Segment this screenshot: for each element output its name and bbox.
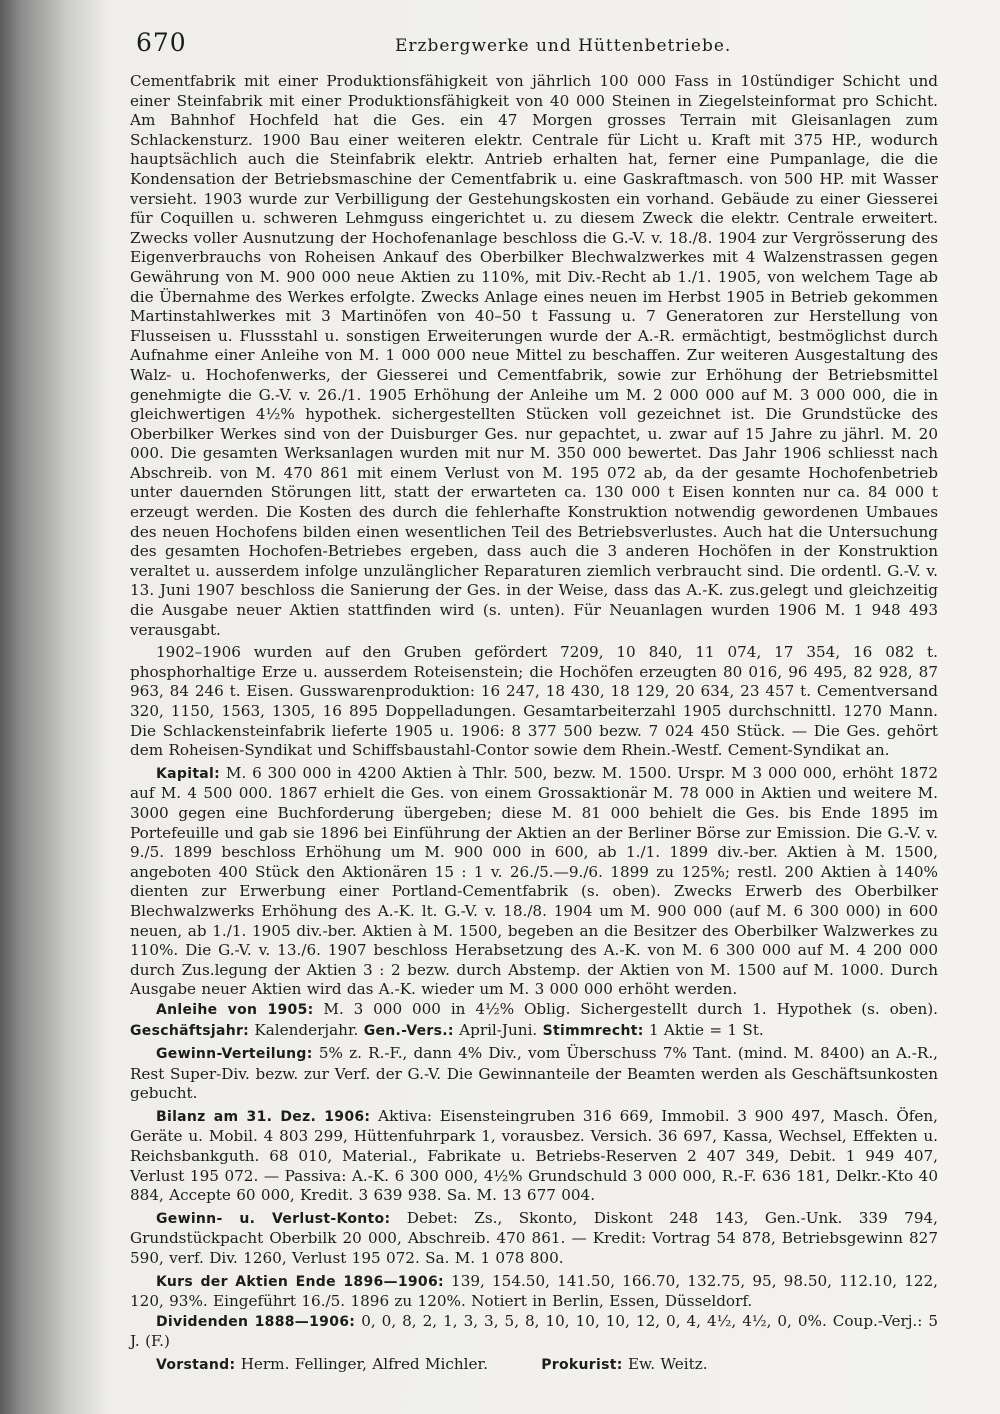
section-vorstand	[130, 1355, 938, 1376]
stimmrecht-label: Stimmrecht:	[542, 1022, 644, 1039]
stimmrecht-text: 1 Aktie = 1 St.	[648, 1020, 764, 1039]
vorstand-text: Herm. Fellinger, Alfred Michler.	[240, 1355, 488, 1373]
gewinn-verlust-label: Gewinn- u. Verlust-Konto:	[156, 1210, 391, 1227]
page-number: 670	[136, 28, 187, 57]
gewinn-verteilung-label: Gewinn-Verteilung:	[156, 1046, 313, 1063]
section-gewinn-verlust	[130, 1209, 938, 1269]
bilanz-text: Aktiva: Eisensteingruben 316 669, Immobil. 3 900 497, Masch. Öfen, Geräte u. Mobil. 4 803 299, Hüttenfuhrpark 1, vorausbez. Versich. 36 697, Kassa, Wechsel, Effekten u. Reichsbankguth. 68 010, Material., Fabrikate u. Betriebs-Reserven 2 407 349, Debit. 1 949 407, Verlust 195 072. — Passiva: A.-K. 6 300 000, 4½% Grundschuld 3 000 000, R.-F. 636 181, Delkr.-Kto 40 884, Accepte 60 000, Kredit. 3 639 938. Sa. M. 13 677 004.	[130, 1106, 938, 1205]
anleihe-text: M. 3 000 000 in 4½% Oblig. Sichergestellt durch 1. Hypothek (s. oben).	[323, 999, 938, 1018]
anleihe-label: Anleihe von 1905:	[156, 1001, 314, 1018]
intro-paragraph-1: Cementfabrik mit einer Produktionsfähigkeit von jährlich 100 000 Fass in 10stündiger Schicht und einer Steinfabrik mit einer Produktionsfähigkeit von 40 000 Steinen in Ziegelsteinformat pro Schicht. Am Bahnhof Hochfeld hat die Ges. ein 47 Morgen grosses Terrain mit Gleisanlagen zum Schlackensturz. 1900 Bau einer weiteren elektr. Centrale für Licht u. Kraft mit 375 HP., wodurch hauptsächlich auch die Steinfabrik elektr. Antrieb erhalten hat, ferner eine Pumpanlage, die die Kondensation der Betriebsmaschine der Cementfabrik u. eine Gaskraftmasch. von 500 HP. mit Wasser versieht. 1903 wurde zur Verbilligung der Gestehungskosten ein vorhand. Gebäude zu einer Giesserei für Coquillen u. schweren Lehmguss eingerichtet u. zu diesem Zweck die elektr. Centrale erweitert. Zwecks voller Ausnutzung der Hochofenanlage beschloss die G.-V. v. 18./8. 1904 zur Vergrösserung des Eigenverbrauchs von Roheisen Ankauf des Oberbilker Blechwalzwerkes mit 4 Walzenstrassen gegen Gewährung von M. 900 000 neue Aktien zu 110%, mit Div.-Recht ab 1./1. 1905, von welchem Tage ab die Übernahme des Werkes erfolgte. Zwecks Anlage eines neuen im Herbst 1905 in Betrieb gekommen Martinstahlwerkes mit 3 Martinöfen von 40–50 t Fassung u. 7 Generatoren zur Herstellung von Flusseisen u. Flussstahl u. sonstigen Erweiterungen wurde der A.-R. ermächtigt, bestmöglichst durch Aufnahme einer Anleihe von M. 1 000 000 neue Mittel zu beschaffen. Zur weiteren Ausgestaltung des Walz- u. Hochofenwerks, der Giesserei und Cementfabrik, sowie zur Erhöhung der Betriebsmittel genehmigte die G.-V. v. 26./1. 1905 Erhöhung der Anleihe um M. 2 000 000 auf M. 3 000 000, die in gleichwertigen 4½% hypothek. sichergestellten Stücken voll gezeichnet ist. Die Grundstücke des Oberbilker Werkes sind von der Duisburger Ges. nur gepachtet, u. zwar auf 15 Jahre zu jährl. M. 20 000. Die gesamten Werksanlagen wurden mit nur M. 350 000 bewertet. Das Jahr 1906 schliesst nach Abschreib. von M. 470 861 mit einem Verlust von M. 195 072 ab, da der gesamte Hochofenbetrieb unter dauernden Störungen litt, statt der erwarteten ca. 130 000 t Eisen konnten nur ca. 84 000 t erzeugt werden. Die Kosten des durch die fehlerhafte Konstruktion notwendig gewordenen Umbaues des neuen Hochofens bilden einen wesentlichen Teil des Betriebsverlustes. Auch hat die Untersuchung des gesamten Hochofen-Betriebes ergeben, dass auch die 3 anderen Hochöfen in der Konstruktion veraltet u. ausserdem infolge unzulänglicher Reparaturen ziemlich verbraucht sind. Die ordentl. G.-V. v. 13. Juni 1907 beschloss die Sanierung der Ges. in der Weise, dass das A.-K. zus.gelegt und gleichzeitig die Ausgabe neuer Aktien stattfinden wird (s. unten). Für Neuanlagen wurden 1906 M. 1 948 493 verausgabt.	[130, 72, 938, 639]
section-kurs	[130, 1272, 938, 1312]
dividenden-text: 0, 0, 8, 2, 1, 3, 3, 5, 8, 10, 10, 10, 12, 0, 4, 4½, 4½, 0, 0%. Coup.-Verj.: 5 J. (F.)	[130, 1311, 939, 1351]
kapital-label: Kapital:	[156, 765, 221, 782]
page-header	[130, 28, 938, 72]
intro-paragraph-2: 1902–1906 wurden auf den Gruben gefördert 7209, 10 840, 11 074, 17 354, 16 082 t. phosphorhaltige Erze u. ausserdem Roteisenstein; die Hochöfen erzeugten 80 016, 96 495, 82 928, 87 963, 84 246 t. Eisen. Gusswarenproduktion: 16 247, 18 430, 18 129, 20 634, 23 457 t. Cementversand 320, 1150, 1563, 1305, 16 895 Doppelladungen. Gesamtarbeiterzahl 1905 durchschnittl. 1270 Mann. Die Schlackensteinfabrik lieferte 1905 u. 1906: 8 377 500 bezw. 7 024 450 Stück. — Die Ges. gehört dem Roheisen-Syndikat und Schiffsbaustahl-Contor sowie dem Rhein.-Westf. Cement-Syndikat an.	[130, 643, 938, 760]
vorstand-label: Vorstand:	[156, 1357, 236, 1373]
section-kapital	[130, 764, 938, 1000]
gewinn-verteilung-text: 5% z. R.-F., dann 4% Div., vom Überschuss 7% Tant. (mind. M. 8400) an A.-R., Rest Super-Div. bezw. zur Verf. der G.-V. Die Gewinnanteile der Beamten werden als Geschäftsunkosten gebucht.	[130, 1044, 938, 1103]
page-body	[130, 72, 938, 1376]
kurs-label: Kurs der Aktien Ende 1896—1906:	[156, 1273, 444, 1290]
prokurist-label: Prokurist:	[541, 1357, 623, 1373]
section-anleihe	[130, 1000, 938, 1041]
section-dividenden	[130, 1312, 938, 1352]
genvers-text: April-Juni.	[459, 1020, 538, 1039]
geschaeftsjahr-label: Geschäftsjahr:	[130, 1022, 250, 1039]
gewinn-verlust-text: Debet: Zs., Skonto, Diskont 248 143, Gen.-Unk. 339 794, Grundstückpacht Oberbilk 20 000, Abschreib. 470 861. — Kredit: Vortrag 54 878, Betriebsgewinn 827 590, verf. Div. 1260, Verlust 195 072. Sa. M. 1 078 800.	[130, 1208, 938, 1268]
geschaeftsjahr-text: Kalenderjahr.	[254, 1020, 359, 1039]
prokurist-text: Ew. Weitz.	[627, 1355, 708, 1373]
genvers-label: Gen.-Vers.:	[363, 1022, 454, 1039]
kurs-text: 139, 154.50, 141.50, 166.70, 132.75, 95, 98.50, 112.10, 122, 120, 93%. Eingeführt 16./5. 1896 zu 120%. Notiert in Berlin, Essen, Düsseldorf.	[130, 1271, 939, 1311]
section-bilanz	[130, 1107, 938, 1206]
dividenden-label: Dividenden 1888—1906:	[156, 1313, 356, 1330]
running-title: Erzbergwerke und Hüttenbetriebe.	[395, 36, 732, 56]
kapital-text: M. 6 300 000 in 4200 Aktien à Thlr. 500, bezw. M. 1500. Urspr. M 3 000 000, erhöht 1872 auf M. 4 500 000. 1867 erhielt die Ges. von einem Grossaktionär M. 78 000 in Aktien und weitere M. 3000 gegen eine Buchforderung übergeben; diese M. 81 000 behielt die Ges. bis Ende 1895 im Portefeuille und gab sie 1896 bei Einführung der Aktien an der Berliner Börse zur Emission. Die G.-V. v. 9./5. 1899 beschloss Erhöhung um M. 900 000 in 600, ab 1./1. 1899 div.-ber. Aktien à M. 1500, angeboten 400 Stück den Aktionären 15 : 1 v. 26./5.—9./6. 1899 zu 125%; restl. 200 Aktien à 140% dienten zur Erwerbung einer Portland-Cementfabrik (s. oben). Zwecks Erwerb des Oberbilker Blechwalzwerks Erhöhung des A.-K. lt. G.-V. v. 18./8. 1904 um M. 900 000 (auf M. 6 300 000) in 600 neuen, ab 1./1. 1905 div.-ber. Aktien à M. 1500, begeben an die Besitzer des Oberbilker Walzwerkes zu 110%. Die G.-V. v. 13./6. 1907 beschloss Herabsetzung des A.-K. von M. 6 300 000 auf M. 4 200 000 durch Zus.legung der Aktien 3 : 2 bezw. durch Abstemp. der Aktien von M. 1500 auf M. 1000. Durch Ausgabe neuer Aktien wird das A.-K. wieder um M. 3 000 000 erhöht werden.	[130, 763, 939, 999]
bilanz-label: Bilanz am 31. Dez. 1906:	[156, 1108, 371, 1125]
section-gewinn-verteilung	[130, 1044, 938, 1104]
